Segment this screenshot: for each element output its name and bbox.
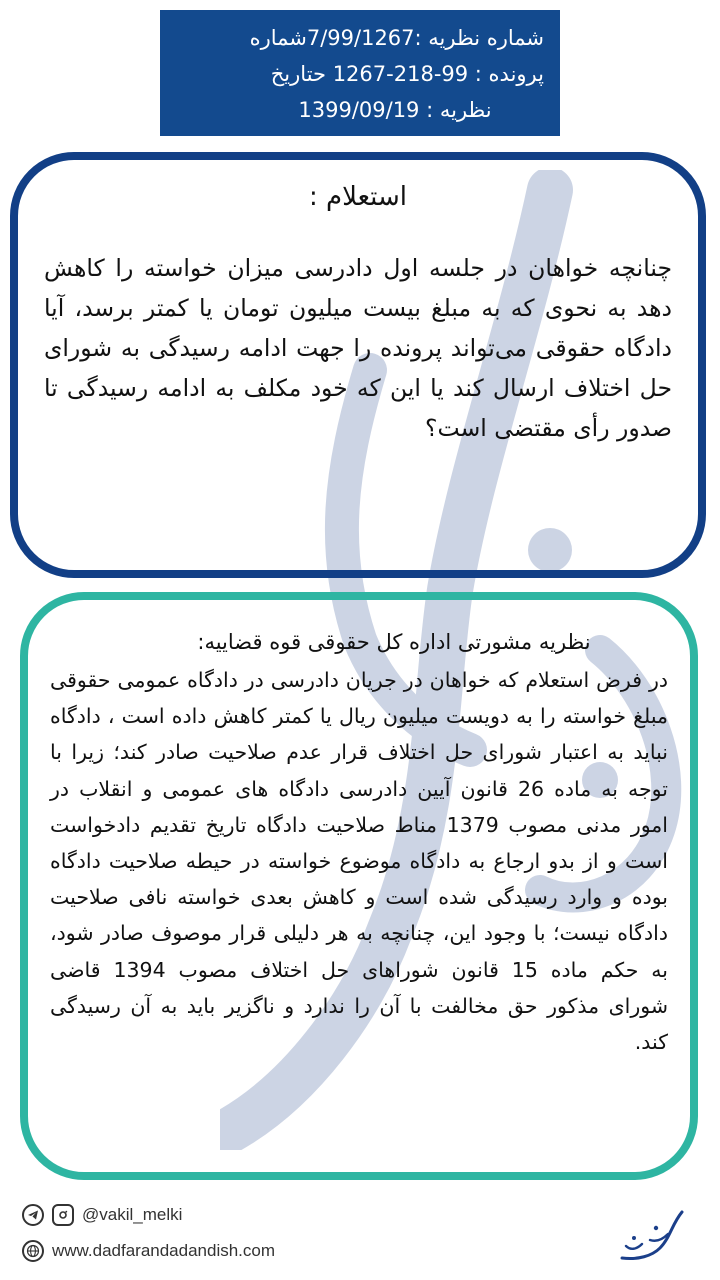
opinion-date: نظریه : 1399/09/19 <box>298 98 492 122</box>
header-info-panel <box>160 10 560 136</box>
globe-icon <box>22 1240 44 1262</box>
telegram-icon[interactable] <box>22 1204 44 1226</box>
brand-logo-signature <box>612 1204 692 1270</box>
inquiry-text: چنانچه خواهان در جلسه اول دادرسی میزان خواسته را کاهش دهد به نحوی که به مبلغ بیست میلیون تومان یا کمتر برسد، آیا دادگاه حقوقی می‌تواند پرونده را جهت ادامه رسیدگی به شورای حل اختلاف ارسال کند یا این که خود مکلف به ادامه رسیدگی تا صدور رأی مقتضی است؟ <box>44 254 672 442</box>
opinion-title: نظریه مشورتی اداره کل حقوقی قوه قضاییه: <box>197 630 591 654</box>
instagram-icon[interactable] <box>52 1204 74 1226</box>
social-row <box>22 1204 182 1226</box>
inquiry-title: استعلام : <box>308 182 408 212</box>
instagram-handle[interactable]: @vakil_melki <box>82 1205 183 1224</box>
opinion-number: شماره نظریه :7/99/1267شماره <box>249 26 544 50</box>
case-number: پرونده : 99-218-1267 حتاریخ <box>270 62 544 86</box>
footer <box>0 1190 720 1280</box>
website-link[interactable]: www.dadfarandadandish.com <box>52 1241 276 1260</box>
inquiry-box <box>10 152 706 578</box>
opinion-text: در فرض استعلام که خواهان در جریان دادرسی در دادگاه عمومی حقوقی مبلغ خواسته را به دویست میلیون ریال یا کمتر کاهش داده است ، دادگاه نباید به اعتبار شورای حل اختلاف قرار عدم صلاحیت صادر کند؛ زیرا با توجه به ماده 26 قانون آیین دادرسی دادگاه های عمومی و انقلاب در امور مدنی مصوب 1379 مناط صلاحیت دادگاه تاریخ تقدیم دادخواست است و از بدو ارجاع به دادگاه موضوع خواسته در حیطه صلاحیت دادگاه بوده و وارد رسیدگی شده است و کاهش بعدی خواسته نافی صلاحیت دادگاه نیست؛ با وجود این، چنانچه به هر دلیلی قرار موصوف صادر شود، به حکم ماده 15 قانون شوراهای حل اختلاف مصوب 1394 قاضی شورای مذکور حق مخالفت با آن را ندارد و ناگزیر باید به آن رسیدگی کند. <box>50 668 669 1055</box>
opinion-box <box>20 592 698 1180</box>
website-row <box>22 1240 275 1262</box>
